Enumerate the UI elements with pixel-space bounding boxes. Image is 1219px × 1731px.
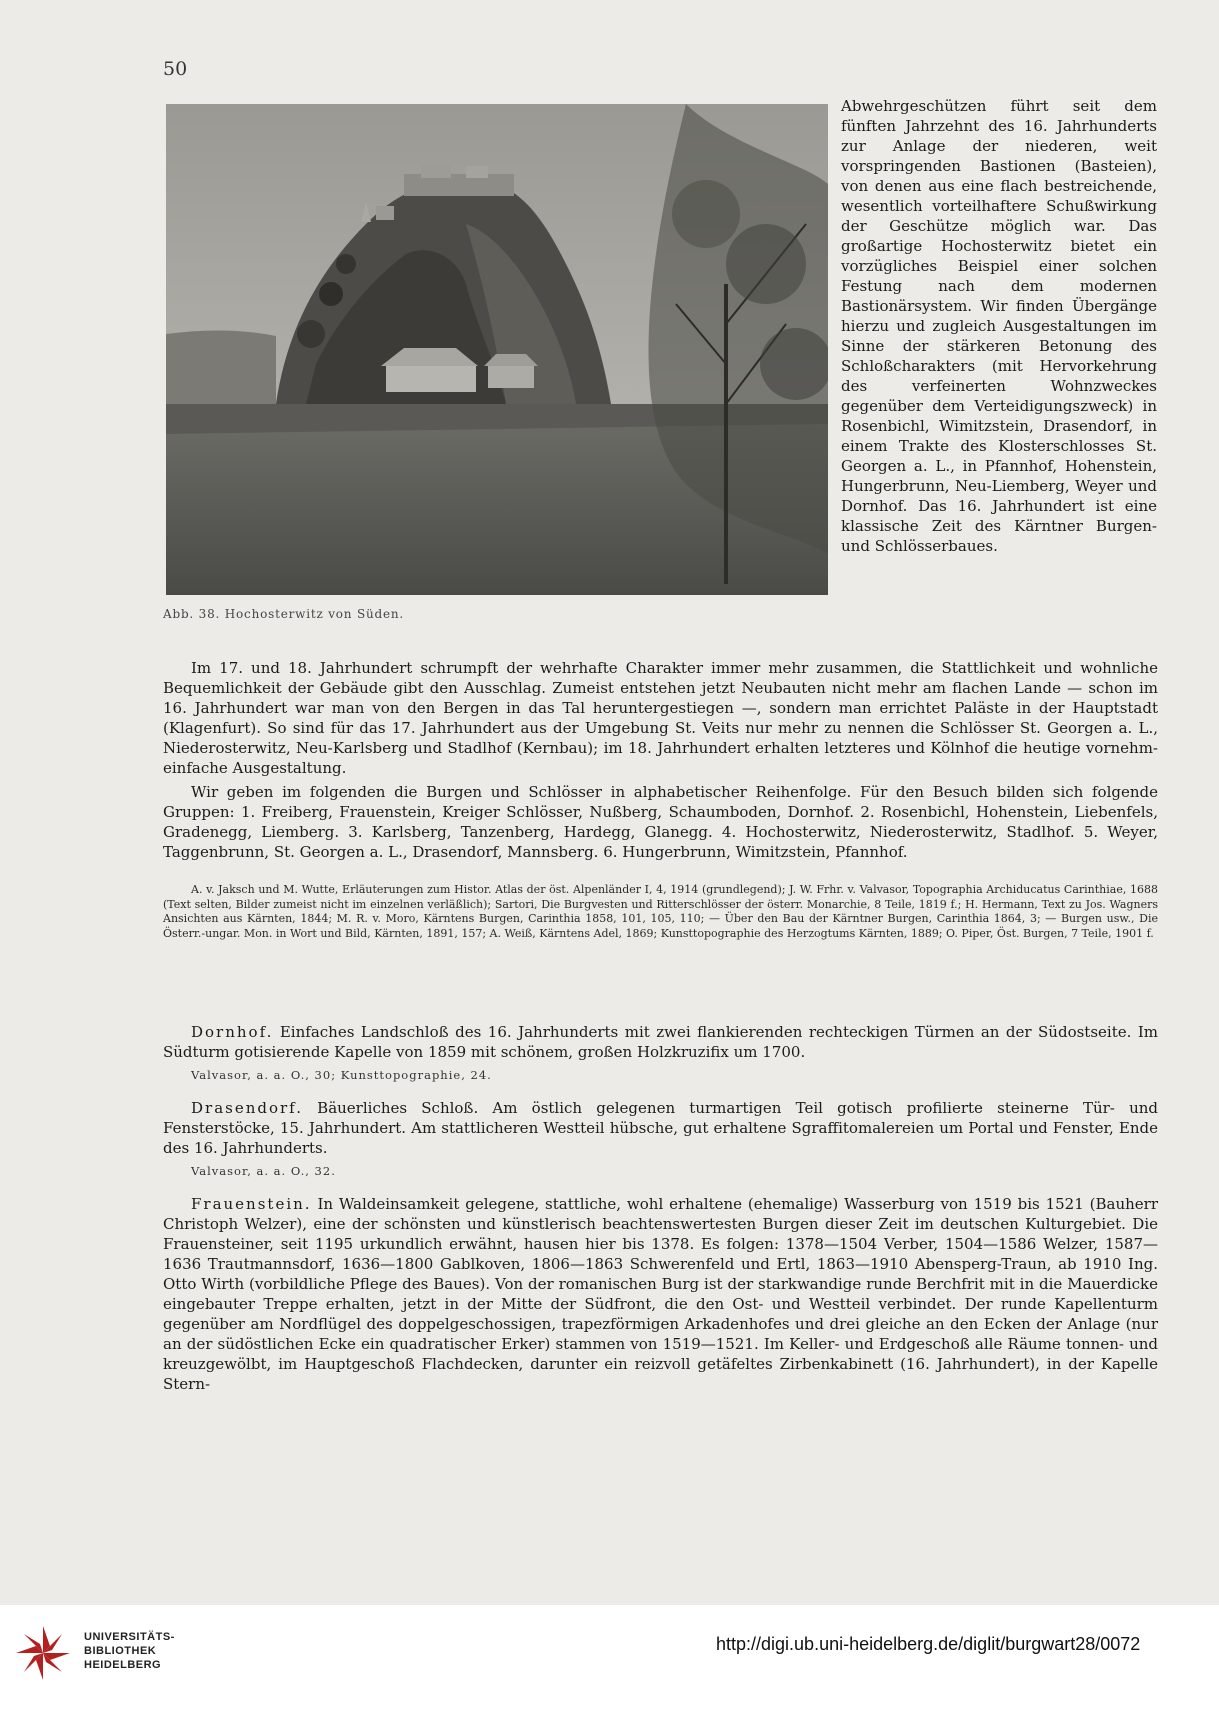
entry-text-frauenstein: In Waldeinsamkeit gelegene, stattliche, wohl erhaltene (ehemalige) Wasserburg von 1519 bis 1521 (Bauherr Christoph Welzer), eine der schönsten und künstlerisch beachtenswertesten Burgen dieser Zeit im deutschen Kulturgebiet. Die Frauensteiner, seit 1195 urkundlich erwähnt, hausen hier bis 1378. Es folgen: 1378—1504 Verber, 1504—1586 Welzer, 1587—1636 Trautmannsdorf, 1636—1800 Gablkoven, 1806—1863 Schwerenfeld und Ertl, 1863—1910 Abensperg-Traun, ab 1910 Ing. Otto Wirth (vorbildliche Pflege des Baues). Von der romanischen Burg ist der starkwandige runde Berchfrit mit in die Mauerdicke eingebauter Treppe erhalten, jetzt in der Mitte der Südfront, die den Ost- und Westteil verbindet. Der runde Kapellenturm gegenüber am Nordflügel des doppelgeschossigen, trapezförmigen Arkadenhofes und drei gleiche an den Ecken der Anlage (nur an der südöstlichen Ecke ein quadratischer Erker) stammen von 1519—1521. Im Keller- und Erdgeschoß alle Räume tonnen- und kreuzgewölbt, im Hauptgeschoß Flachdecken, darunter ein reizvoll getäfeltes Zirbenkabinett (16. Jahrhundert), in der Kapelle Stern-: [163, 1195, 1158, 1393]
entry-frauenstein: [163, 1194, 1158, 1394]
reference-dornhof: Valvasor, a. a. O., 30; Kunsttopographie, 24.: [191, 1068, 492, 1082]
entry-heading-dornhof: Dornhof.: [191, 1023, 274, 1041]
entry-heading-frauenstein: Frauenstein.: [191, 1195, 312, 1213]
figure-photo: [166, 104, 828, 595]
source-url-link[interactable]: http://digi.ub.uni-heidelberg.de/diglit/burgwart28/0072: [716, 1634, 1141, 1654]
library-name-line-2: BIBLIOTHEK: [84, 1645, 157, 1657]
university-library-logo-icon: [14, 1624, 72, 1682]
paragraph-castle-groups: Wir geben im folgenden die Burgen und Schlösser in alphabetischer Reihenfolge. Für den Besuch bilden sich folgende Gruppen: 1. Freiberg, Frauenstein, Kreiger Schlösser, Nußberg, Schaumboden, Dornhof. 2. Rosenbichl, Hohenstein, Liebenfels, Gradenegg, Liemberg. 3. Karlsberg, Tanzenberg, Hardegg, Glanegg. 4. Hochosterwitz, Niederosterwitz, Stadlhof. 5. Weyer, Taggenbrunn, St. Georgen a. L., Drasendorf, Mannsberg. 6. Hungerbrunn, Wimitzstein, Pfannhof.: [163, 783, 1158, 861]
entry-text-drasendorf: Bäuerliches Schloß. Am östlich gelegenen turmartigen Teil gotisch profilierte steinerne Tür- und Fensterstöcke, 15. Jahrhundert. Am stattlicheren Westteil hübsche, gut erhaltene Sgraffitomalereien um Portal und Fenster, Ende des 16. Jahrhunderts.: [163, 1099, 1158, 1157]
library-name: [84, 1630, 175, 1672]
bibliography: A. v. Jaksch und M. Wutte, Erläuterungen zum Histor. Atlas der öst. Alpenländer I, 4, 1914 (grundlegend); J. W. Frhr. v. Valvasor, Topographia Archiducatus Carinthiae, 1688 (Text selten, Bilder zumeist nicht im einzelnen verläßlich); Sartori, Die Burgvesten und Ritterschlösser der österr. Monarchie, 8 Teile, 1819 f.; H. Hermann, Text zu Jos. Wagners Ansichten aus Kärnten, 1844; M. R. v. Moro, Kärntens Burgen, Carinthia 1858, 101, 105, 110; — Über den Bau der Kärntner Burgen, Carinthia 1864, 3; — Burgen usw., Die Österr.-ungar. Mon. in Wort und Bild, Kärnten, 1891, 157; A. Weiß, Kärntens Adel, 1869; Kunsttopographie des Herzogtums Kärnten, 1889; O. Piper, Öst. Burgen, 7 Teile, 1901 f.: [163, 883, 1158, 940]
library-name-line-1: UNIVERSITÄTS-: [84, 1631, 175, 1643]
figure-caption: Abb. 38. Hochosterwitz von Süden.: [163, 607, 405, 621]
entry-dornhof: [163, 1022, 1158, 1062]
hochosterwitz-photo: [166, 104, 828, 595]
library-name-line-3: HEIDELBERG: [84, 1659, 162, 1671]
entry-drasendorf: [163, 1098, 1158, 1158]
reference-drasendorf: Valvasor, a. a. O., 32.: [191, 1164, 336, 1178]
paragraph-17th-18th-century: Im 17. und 18. Jahrhundert schrumpft der wehrhafte Charakter immer mehr zusammen, die Stattlichkeit und wohnliche Bequemlichkeit der Gebäude gibt den Ausschlag. Zumeist entstehen jetzt Neubauten nicht mehr am flachen Lande — schon im 16. Jahrhundert war man von den Bergen in das Tal heruntergestiegen —, sondern man errichtet Paläste in der Hauptstadt (Klagenfurt). So sind für das 17. Jahrhundert aus der Umgebung St. Veits nur mehr zu nennen die Schlösser St. Georgen a. L., Niederosterwitz, Neu-Karlsberg und Stadlhof (Kernbau); im 18. Jahrhundert erhalten letzteres und Kölnhof die heutige vornehm-einfache Ausgestaltung.: [163, 659, 1158, 777]
page-number: 50: [163, 58, 188, 80]
side-column-text: Abwehrgeschützen führt seit dem fünften Jahrzehnt des 16. Jahrhunderts zur Anlage der niederen, weit vorspringenden Bastionen (Basteien), von denen aus eine flach bestreichende, wesentlich vorteilhaftere Schußwirkung der Geschütze möglich war. Das großartige Hochosterwitz bietet ein vorzügliches Beispiel einer solchen Festung nach dem modernen Bastionärsystem. Wir finden Übergänge hierzu und zugleich Ausgestaltungen im Sinne der stärkeren Betonung des Schloßcharakters (mit Hervorkehrung des verfeinerten Wohnzweckes gegenüber dem Verteidigungszweck) in Rosenbichl, Wimitzstein, Drasendorf, in einem Trakte des Klosterschlosses St. Georgen a. L., in Pfannhof, Hohenstein, Hungerbrunn, Neu-Liemberg, Weyer und Dornhof. Das 16. Jahrhundert ist eine klassische Zeit des Kärntner Burgen- und Schlösserbaues.: [841, 97, 1157, 555]
entry-text-dornhof: Einfaches Landschloß des 16. Jahrhunderts mit zwei flankierenden rechteckigen Türmen an der Südostseite. Im Südturm gotisierende Kapelle von 1859 mit schönem, großen Holzkruzifix um 1700.: [163, 1023, 1158, 1061]
entry-heading-drasendorf: Drasendorf.: [191, 1099, 303, 1117]
viewer-footer: [0, 1605, 1219, 1731]
